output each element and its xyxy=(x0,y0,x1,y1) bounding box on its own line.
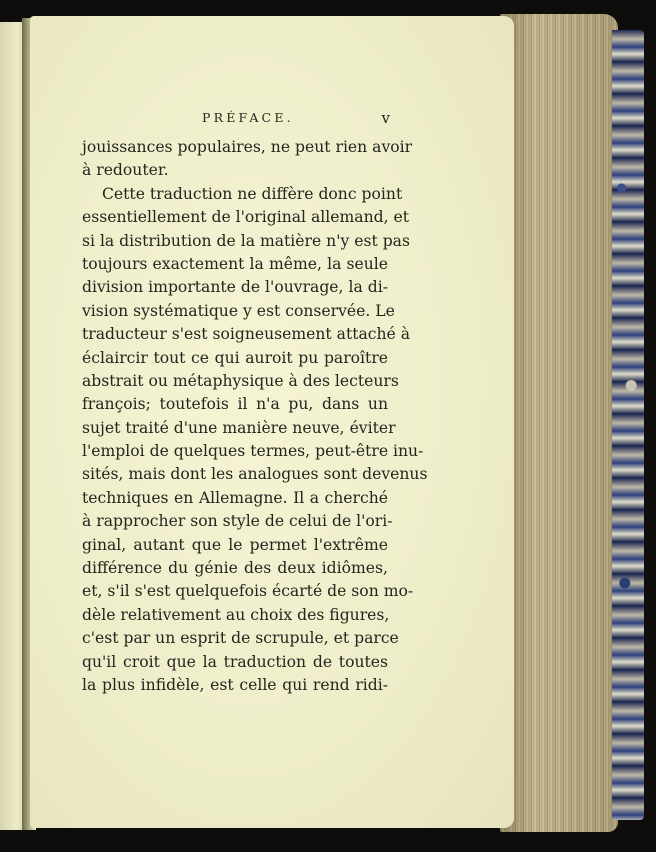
text-line: division importante de l'ouvrage, la di- xyxy=(82,278,388,297)
text-line: qu'il croit que la traduction de toutes xyxy=(82,652,388,671)
text-line: la plus infidèle, est celle qui rend ridi- xyxy=(82,675,388,694)
text-line: sités, mais dont les analogues sont devenus xyxy=(82,465,428,484)
text-line: jouissances populaires, ne peut rien avoir xyxy=(82,138,413,156)
running-head-title: PRÉFACE. xyxy=(202,110,294,125)
text-line: traducteur s'est soigneusement attaché à xyxy=(82,325,411,344)
text-line: si la distribution de la matière n'y est pas xyxy=(82,231,410,250)
text-line: à rapprocher son style de celui de l'ori- xyxy=(82,512,393,531)
text-line: abstrait ou métaphysique à des lecteurs xyxy=(82,371,399,390)
text-line: vision systématique y est conservée. Le xyxy=(82,301,395,320)
text-line: l'emploi de quelques termes, peut-être inu- xyxy=(82,442,424,461)
text-line: essentiellement de l'original allemand, et xyxy=(82,208,410,227)
text-line: toujours exactement la même, la seule xyxy=(82,254,388,273)
text-line: éclaircir tout ce qui auroit pu paroître xyxy=(82,348,388,367)
text-line: ginal, autant que le permet l'extrême xyxy=(82,535,388,554)
text-line: françois; toutefois il n'a pu, dans un xyxy=(82,395,388,414)
text-line: techniques en Allemagne. Il a cherché xyxy=(82,488,388,507)
text-line: à redouter. xyxy=(82,161,169,180)
text-line: c'est par un esprit de scrupule, et parce xyxy=(82,629,399,648)
text-line: et, s'il s'est quelquefois écarté de son mo- xyxy=(82,582,414,601)
body-text xyxy=(82,136,428,697)
text-line: sujet traité d'une manière neuve, éviter xyxy=(82,418,396,437)
text-line: Cette traduction ne diffère donc point xyxy=(102,184,403,203)
running-head xyxy=(78,110,390,130)
page-number: v xyxy=(381,109,390,127)
marbled-cover xyxy=(612,30,644,820)
text-line: dèle relativement au choix des figures, xyxy=(82,605,390,624)
text-line: différence du génie des deux idiômes, xyxy=(82,559,388,578)
page-edges xyxy=(500,14,618,832)
